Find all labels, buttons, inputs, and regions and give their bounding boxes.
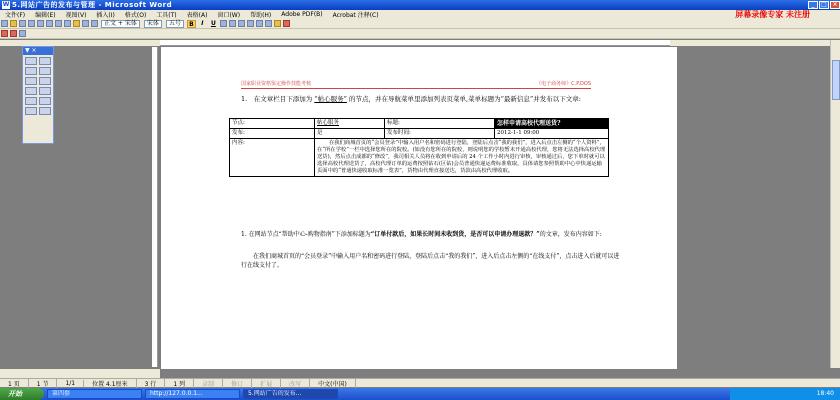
scrollbar-thumb[interactable] (832, 60, 840, 100)
status-lang: 中文(中国) (310, 379, 356, 388)
horizontal-ruler[interactable] (160, 40, 670, 46)
task-folder[interactable]: 第四套 (47, 389, 142, 399)
font-select[interactable]: 宋体 (144, 20, 162, 28)
status-ovr[interactable]: 改写 (281, 379, 310, 388)
drawing-palette (22, 46, 54, 144)
menu-insert[interactable]: 插入(I) (96, 12, 115, 19)
start-button[interactable]: 开始 (0, 388, 44, 400)
numbering-icon[interactable] (256, 20, 263, 27)
taskbar (0, 388, 840, 400)
page-header (241, 80, 591, 89)
document-page[interactable] (161, 47, 677, 369)
menu-window[interactable]: 窗口(W) (217, 12, 241, 19)
node-value-cell[interactable]: 帖心服务 (315, 119, 385, 129)
palette-tool-icon[interactable] (39, 107, 51, 115)
publish-value-cell[interactable]: 是 (315, 129, 385, 139)
standard-toolbar (0, 19, 840, 29)
font-color-icon[interactable] (283, 20, 290, 27)
system-clock: 18:40 (730, 388, 840, 400)
status-position: 位置 4.1厘米 (84, 379, 136, 388)
highlight-icon[interactable] (274, 20, 281, 27)
bold-button[interactable]: B (187, 20, 196, 28)
header-left: 国家职业资格鉴定操作技能考核 (241, 81, 312, 87)
menu-format[interactable]: 格式(O) (124, 12, 147, 19)
p2-suffix: 的文章，发布内容如下: (539, 231, 602, 238)
title-value-cell[interactable]: 怎样申请高校代理送货? (495, 119, 609, 129)
vertical-scrollbar[interactable] (830, 40, 840, 368)
status-section: 1 节 (29, 379, 58, 388)
palette-tool-icon[interactable] (39, 57, 51, 65)
spell-icon[interactable] (46, 20, 53, 27)
menu-tools[interactable]: 工具(T) (156, 12, 177, 19)
status-rec[interactable]: 录制 (194, 379, 223, 388)
redo-icon[interactable] (91, 20, 98, 27)
p1-rest: 的节点，并在导航菜单里添加列表页菜单,菜单标题为“最新信息”并发布以下文章: (349, 95, 581, 103)
recorder-banner: 屏幕录像专家 未注册 (735, 10, 810, 19)
palette-tool-icon[interactable] (39, 77, 51, 85)
palette-tool-icon[interactable] (25, 107, 37, 115)
palette-tool-icon[interactable] (39, 97, 51, 105)
p2-prefix: 1. 在网站节点“帮助中心-购物指南”下添加标题为 (241, 231, 371, 238)
undo-icon[interactable] (82, 20, 89, 27)
close-button[interactable]: × (830, 1, 840, 9)
paste-icon[interactable] (73, 20, 80, 27)
paragraph-content-2[interactable]: 在我们商城首页的“会员登录”中输入用户名和密码进行登陆，登陆后点击“我的我们”，进入后点击左侧的“在线支付”，点击进入后就可以进行在线支付了。 (241, 253, 620, 269)
content-label-cell[interactable]: 内容: (230, 139, 315, 177)
pdf-toolbar (0, 29, 840, 39)
node-label-cell[interactable]: 节点: (230, 119, 315, 129)
maximize-button[interactable]: □ (819, 1, 829, 9)
style-select[interactable]: 正文 + 宋体 (101, 20, 140, 28)
menu-view[interactable]: 视图(V) (65, 12, 87, 19)
palette-tool-icon[interactable] (25, 97, 37, 105)
bullets-icon[interactable] (265, 20, 272, 27)
title-bar (0, 0, 840, 10)
menu-edit[interactable]: 编辑(E) (35, 12, 56, 19)
time-value-cell[interactable]: 2012-1-1 09:00 (495, 129, 609, 139)
window-controls (808, 1, 840, 9)
preview-icon[interactable] (37, 20, 44, 27)
status-ext[interactable]: 扩展 (252, 379, 281, 388)
menu-table[interactable]: 表格(A) (186, 12, 208, 19)
p1-text: 1. 在文章栏目下添加为 (241, 95, 313, 103)
pdf-convert-icon[interactable] (1, 30, 8, 37)
pdf-email-icon[interactable] (10, 30, 17, 37)
header-right: 《电子商务师》C.P.DOS (536, 81, 591, 87)
pdf-review-icon[interactable] (19, 30, 26, 37)
justify-icon[interactable] (247, 20, 254, 27)
palette-tool-icon[interactable] (25, 87, 37, 95)
content-value-cell[interactable]: 在我们商城首页的“会员登录”中输入用户名和密码进行登陆，登陆后点击“我的我们”，进入后点击左侧的“个人资料”，在“所在学校”一栏中选择您所在的院校。(如没有您所在的院校，则说明您的学校暂未开通高校代理，您将无法选择高校代理送货)，然后点击成都的“修改”，我司相关人员将在收到申请后的 24 个工作小时内进行审核，审核通过后，您下单时就可以选择高校代理送货了，高校代理订单的运费按照钻石(区钻)会员普通快递运费标准收取，具体请您参照帮助中心中快递运输页面中的“普通快递收取标准一览表”，货物由代理直接送达，货款由高校代理收取。 (315, 139, 609, 177)
title-label-cell[interactable]: 标题: (385, 119, 495, 129)
font-size-select[interactable]: 五号 (166, 20, 184, 28)
minimize-button[interactable]: _ (808, 1, 818, 9)
status-rev[interactable]: 修订 (223, 379, 252, 388)
window-title: 5.网站广告的发布与管理 - Microsoft Word (12, 1, 173, 9)
palette-tool-icon[interactable] (39, 87, 51, 95)
p1-term: “帖心服务” (314, 95, 347, 103)
status-col: 1 列 (165, 379, 194, 388)
status-bar (0, 378, 840, 387)
open-icon[interactable] (10, 20, 17, 27)
italic-button[interactable]: I (201, 19, 204, 27)
align-left-icon[interactable] (220, 20, 227, 27)
view-buttons[interactable] (0, 369, 160, 378)
palette-tool-icon[interactable] (25, 77, 37, 85)
underline-button[interactable]: U (210, 19, 216, 27)
p2-bold: “订单付款后，如果长时间未收到货，是否可以申请办理退款？” (370, 231, 540, 238)
print-icon[interactable] (28, 20, 35, 27)
menu-bar (0, 10, 840, 19)
save-icon[interactable] (19, 20, 26, 27)
paragraph-task-1[interactable] (241, 95, 591, 104)
paragraph-task-2[interactable] (241, 230, 621, 239)
cut-icon[interactable] (55, 20, 62, 27)
status-pages: 1/1 (57, 380, 84, 387)
palette-tool-icon[interactable] (25, 67, 37, 75)
status-page: 1 页 (0, 379, 29, 388)
article-table (229, 118, 609, 177)
task-browser[interactable]: http://127.0.0.1... (145, 389, 240, 399)
copy-icon[interactable] (64, 20, 71, 27)
palette-tool-icon[interactable] (39, 67, 51, 75)
menu-adobe-pdf[interactable]: Adobe PDF(B) (281, 11, 323, 18)
menu-help[interactable]: 帮助(H) (250, 12, 272, 19)
menu-file[interactable]: 文件(F) (5, 12, 26, 19)
time-label-cell[interactable]: 发布时间: (385, 129, 495, 139)
align-center-icon[interactable] (229, 20, 236, 27)
new-doc-icon[interactable] (1, 20, 8, 27)
word-app-icon[interactable]: W (2, 1, 10, 8)
publish-label-cell[interactable]: 发布: (230, 129, 315, 139)
vertical-ruler[interactable] (152, 47, 158, 367)
status-line: 3 行 (137, 379, 166, 388)
menu-acrobat[interactable]: Acrobat 注释(C) (332, 12, 379, 19)
palette-header: ▼ × (23, 47, 53, 55)
task-word[interactable]: 5.网站广告的发布... (243, 389, 338, 399)
palette-tool-icon[interactable] (25, 57, 37, 65)
align-right-icon[interactable] (238, 20, 245, 27)
